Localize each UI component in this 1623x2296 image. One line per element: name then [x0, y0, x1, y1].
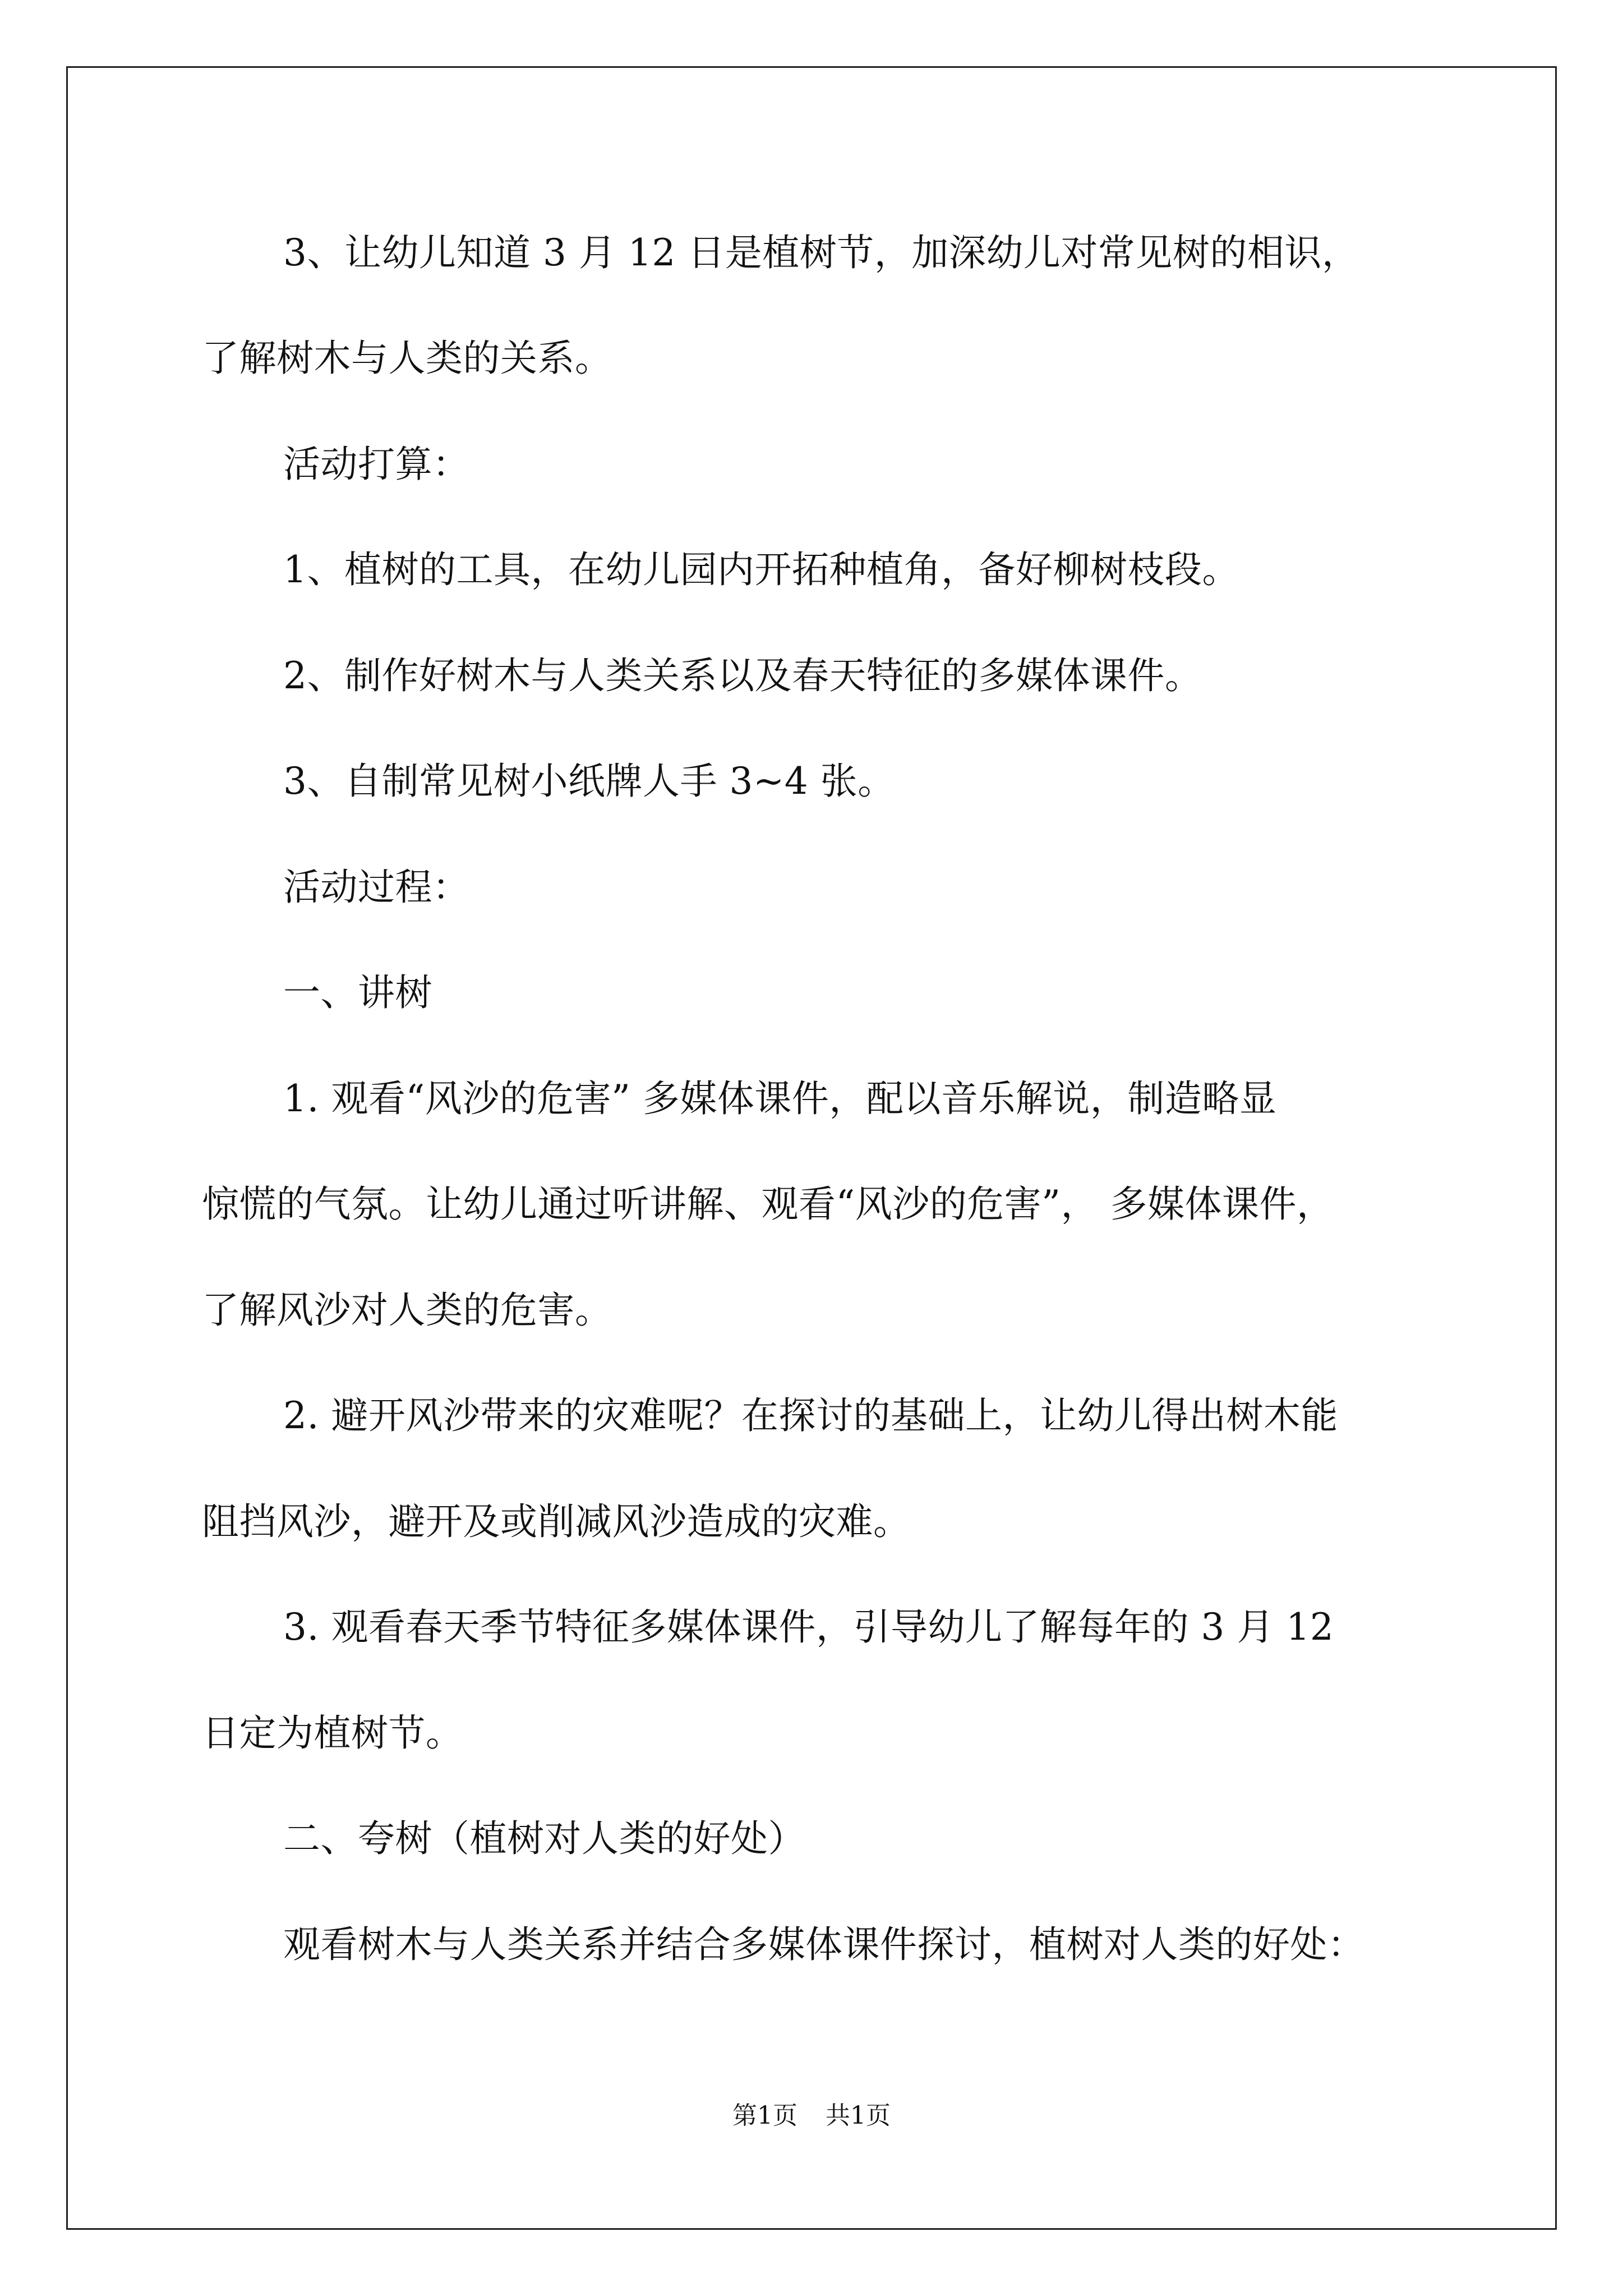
text-line: 惊慌的气氛。让幼儿通过听讲解、观看“风沙的危害”， 多媒体课件，	[202, 1182, 1334, 1226]
text-line: 阻挡风沙，避开及或削减风沙造成的灾难。	[202, 1500, 911, 1543]
text-line: 了解风沙对人类的危害。	[202, 1289, 612, 1332]
page-footer	[0, 2095, 1623, 2131]
page-number-current: 第1页	[732, 2101, 797, 2130]
text-line: 日定为植树节。	[202, 1711, 463, 1755]
text-line: 3. 观看春天季节特征多媒体课件，引导幼儿了解每年的 3 月 12	[283, 1605, 1334, 1649]
text-line: 1、植树的工具，在幼儿园内开拓种植角，备好柳树枝段。	[283, 548, 1239, 591]
section-heading: 一、讲树	[283, 971, 432, 1014]
section-heading: 活动打算：	[283, 443, 470, 486]
text-line: 3、自制常见树小纸牌人手 3~4 张。	[283, 760, 895, 803]
text-line: 观看树木与人类关系并结合多媒体课件探讨，植树对人类的好处：	[283, 1923, 1365, 1966]
text-line: 1. 观看“风沙的危害” 多媒体课件，配以音乐解说，制造略显	[283, 1077, 1277, 1120]
page-number-total: 共1页	[826, 2101, 891, 2130]
text-line: 2. 避开风沙带来的灾难呢？在探讨的基础上，让幼儿得出树木能	[283, 1394, 1338, 1437]
text-line: 3、让幼儿知道 3 月 12 日是植树节，加深幼儿对常见树的相识，	[283, 231, 1359, 274]
text-line: 了解树木与人类的关系。	[202, 337, 612, 380]
text-line: 2、制作好树木与人类关系以及春天特征的多媒体课件。	[283, 654, 1202, 697]
section-heading: 活动过程：	[283, 866, 470, 909]
section-heading: 二、夸树（植树对人类的好处）	[283, 1817, 805, 1860]
